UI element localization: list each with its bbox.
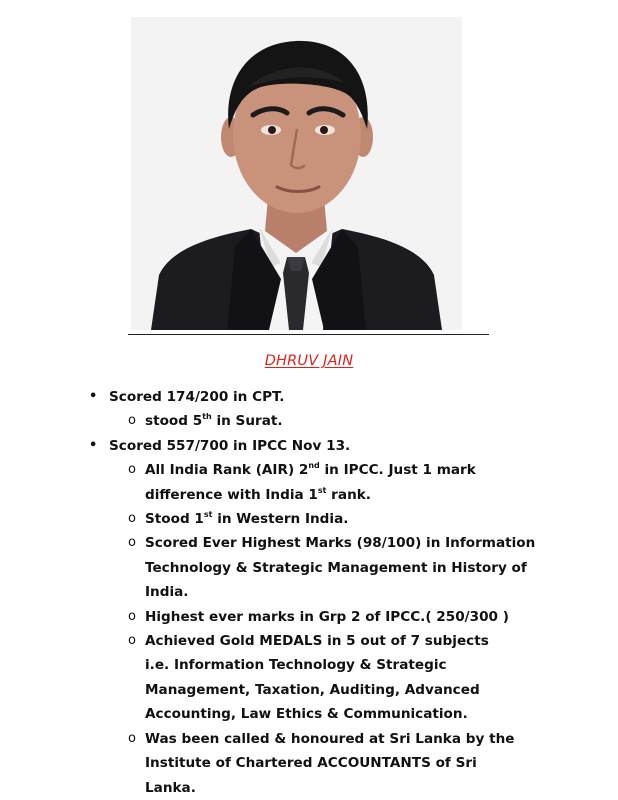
achievement-subitem	[0, 458, 618, 507]
ordinal-suffix: th	[202, 412, 212, 422]
achievement-subitem	[0, 507, 618, 531]
line-text: rank.	[326, 486, 371, 503]
achievement-line	[145, 458, 548, 482]
achievement-line	[109, 385, 618, 409]
achievement-line	[145, 629, 548, 653]
achievement-line	[145, 751, 548, 775]
line-text: Highest ever marks in Grp 2 of IPCC.( 250/300 )	[145, 608, 509, 625]
line-text: i.e. Information Technology & Strategic	[145, 657, 447, 674]
circle-bullet-icon: o	[128, 462, 136, 478]
achievements-list	[0, 385, 618, 800]
achievement-subitem	[0, 409, 618, 433]
ordinal-suffix: st	[203, 510, 213, 520]
achievement-line	[145, 483, 548, 507]
circle-bullet-icon: o	[128, 633, 136, 649]
achievement-subitem	[0, 629, 618, 727]
achievement-item	[0, 434, 618, 458]
achievement-line	[145, 678, 548, 702]
achievement-line	[145, 727, 548, 751]
achievement-line	[145, 605, 548, 629]
line-text: in IPCC. Just 1 mark	[319, 462, 476, 479]
circle-bullet-icon: o	[128, 535, 136, 551]
portrait-photo	[131, 17, 462, 330]
header-divider	[128, 334, 489, 335]
person-name: DHRUV JAIN	[264, 353, 354, 369]
line-text: Stood 1	[145, 511, 204, 528]
ordinal-suffix: nd	[308, 461, 320, 471]
line-text: difference with India 1	[145, 486, 318, 503]
circle-bullet-icon: o	[128, 608, 136, 624]
circle-bullet-icon: o	[128, 413, 136, 429]
line-text: Institute of Chartered ACCOUNTANTS of Sri	[145, 755, 477, 772]
line-text: Was been called & honoured at Sri Lanka by the	[145, 730, 515, 747]
achievement-line	[145, 776, 548, 800]
achievement-line	[145, 702, 548, 726]
line-text: India.	[145, 584, 189, 601]
achievement-line	[145, 556, 548, 580]
achievement-line	[145, 531, 548, 555]
line-text: in Western India.	[212, 511, 349, 528]
line-text: Scored 557/700 in IPCC Nov 13.	[109, 437, 351, 454]
achievement-line	[145, 580, 548, 604]
achievement-line	[109, 434, 618, 458]
line-text: Accounting, Law Ethics & Communication.	[145, 706, 468, 723]
line-text: Lanka.	[145, 779, 196, 796]
line-text: stood 5	[145, 413, 203, 430]
line-text: Technology & Strategic Management in History of	[145, 559, 527, 576]
line-text: Management, Taxation, Auditing, Advanced	[145, 681, 480, 698]
achievement-item	[0, 385, 618, 409]
achievement-line	[145, 507, 548, 531]
line-text: Scored 174/200 in CPT.	[109, 389, 285, 405]
achievement-line	[145, 409, 548, 433]
ordinal-suffix: st	[317, 485, 327, 495]
bullet-icon: •	[89, 437, 98, 453]
bullet-icon: •	[89, 389, 98, 404]
line-text: All India Rank (AIR) 2	[145, 462, 309, 479]
circle-bullet-icon: o	[128, 511, 136, 527]
line-text: Achieved Gold MEDALS in 5 out of 7 subjects	[145, 633, 489, 650]
line-text: Scored Ever Highest Marks (98/100) in Information	[145, 535, 536, 552]
circle-bullet-icon: o	[128, 730, 136, 746]
achievement-line	[145, 653, 548, 677]
line-text: in Surat.	[211, 413, 283, 430]
achievement-subitem	[0, 727, 618, 800]
achievement-subitem	[0, 531, 618, 604]
achievement-subitem	[0, 605, 618, 629]
portrait-illustration	[131, 17, 462, 330]
